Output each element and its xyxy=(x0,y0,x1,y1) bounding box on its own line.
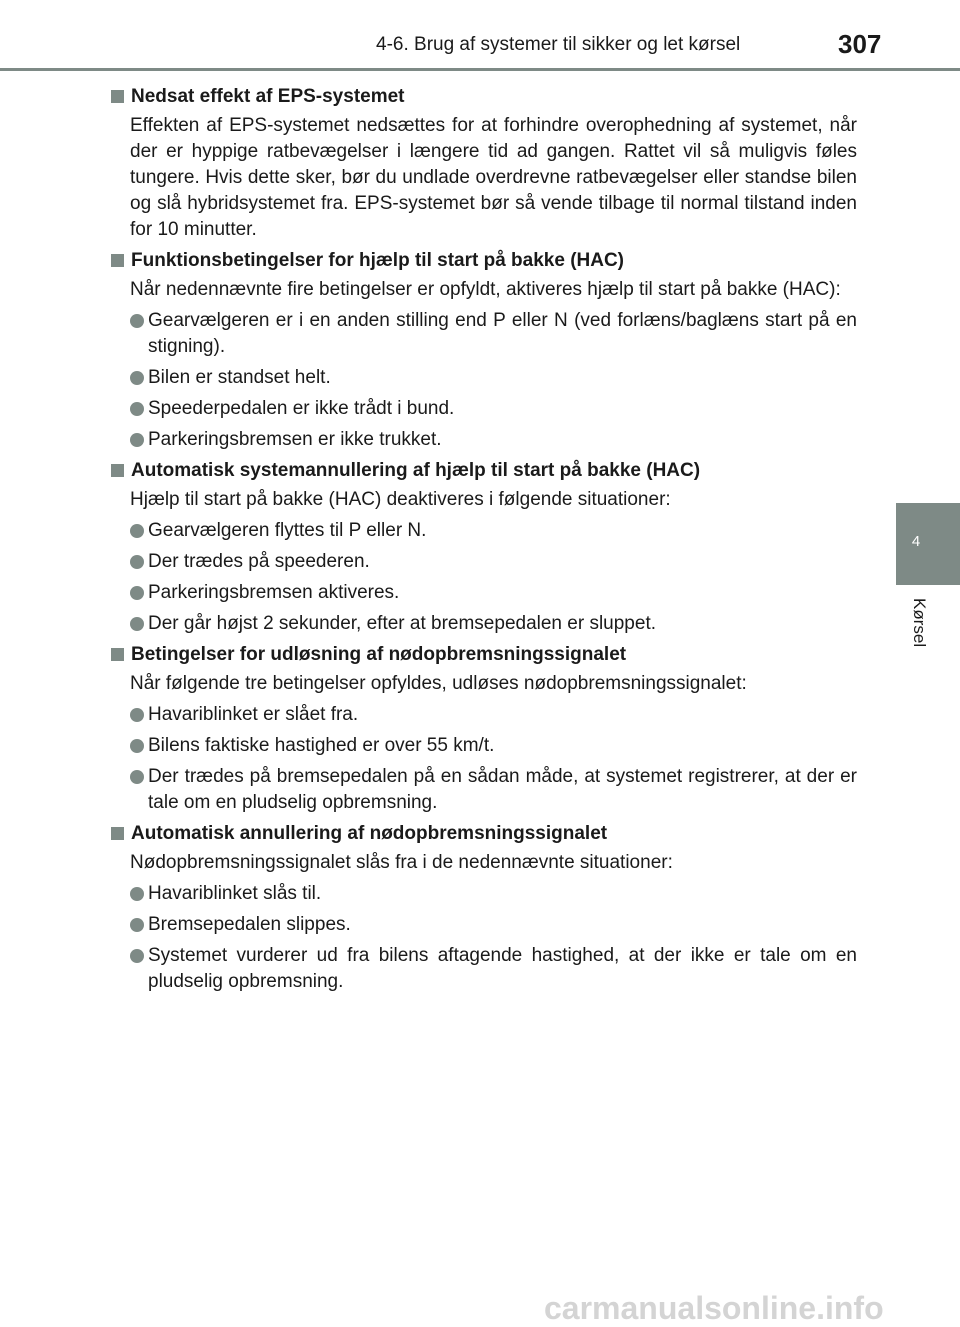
chapter-label: Kørsel xyxy=(910,598,929,648)
list-item xyxy=(111,764,857,816)
list-item-text: Speederpedalen er ikke trådt i bund. xyxy=(148,398,455,419)
list-item-text: Parkeringsbremsen aktiveres. xyxy=(148,582,400,603)
page-content xyxy=(111,84,857,1000)
list-item xyxy=(111,518,857,544)
list-item xyxy=(111,881,857,907)
list-item-text: Systemet vurderer ud fra bilens aftagende hastighed, at der ikke er tale om en pludselig opbremsning. xyxy=(148,945,857,992)
circle-bullet-icon xyxy=(130,555,144,569)
section xyxy=(111,84,857,243)
page-number: 307 xyxy=(838,29,882,59)
list-item-text: Havariblinket er slået fra. xyxy=(148,704,359,725)
square-bullet-icon xyxy=(111,254,124,267)
list-item xyxy=(111,365,857,391)
section-heading-text: Automatisk annullering af nødopbremsningssignalet xyxy=(131,823,608,844)
square-bullet-icon xyxy=(111,90,124,103)
list-item xyxy=(111,733,857,759)
section-heading-text: Betingelser for udløsning af nødopbremsningssignalet xyxy=(131,644,627,665)
section-heading-text: Automatisk systemannullering af hjælp til start på bakke (HAC) xyxy=(131,460,701,481)
section-heading xyxy=(111,248,857,274)
list-item xyxy=(111,580,857,606)
circle-bullet-icon xyxy=(130,586,144,600)
circle-bullet-icon xyxy=(130,371,144,385)
list-item-text: Parkeringsbremsen er ikke trukket. xyxy=(148,429,442,450)
section-body: Når følgende tre betingelser opfyldes, udløses nødopbremsningssignalet: xyxy=(130,673,747,694)
section-body: Når nedennævnte fire betingelser er opfyldt, aktiveres hjælp til start på bakke (HAC): xyxy=(130,279,841,300)
watermark-logo: carmanualsonline.info xyxy=(544,1290,884,1326)
circle-bullet-icon xyxy=(130,739,144,753)
list-item-text: Gearvælgeren er i en anden stilling end P eller N (ved forlæns/baglæns start på en stigning). xyxy=(148,310,857,357)
list-item-text: Der går højst 2 sekunder, efter at bremsepedalen er sluppet. xyxy=(148,613,656,634)
section xyxy=(111,821,857,995)
section-heading xyxy=(111,458,857,484)
section-heading xyxy=(111,821,857,847)
square-bullet-icon xyxy=(111,464,124,477)
list-item xyxy=(111,396,857,422)
page-header xyxy=(0,0,960,70)
list-item xyxy=(111,308,857,360)
circle-bullet-icon xyxy=(130,770,144,784)
list-item-text: Bilens faktiske hastighed er over 55 km/t. xyxy=(148,735,495,756)
circle-bullet-icon xyxy=(130,887,144,901)
circle-bullet-icon xyxy=(130,918,144,932)
section xyxy=(111,248,857,453)
section-heading xyxy=(111,84,857,110)
circle-bullet-icon xyxy=(130,949,144,963)
list-item-text: Der trædes på bremsepedalen på en sådan måde, at systemet registrerer, at der er tale om en pludselig opbremsning. xyxy=(148,766,857,813)
section xyxy=(111,642,857,816)
circle-bullet-icon xyxy=(130,524,144,538)
chapter-tab xyxy=(896,503,960,585)
circle-bullet-icon xyxy=(130,402,144,416)
list-item xyxy=(111,912,857,938)
section-body: Effekten af EPS-systemet nedsættes for at forhindre overophedning af systemet, når der er hyppige ratbevægelser i længere tid ad gangen. Rattet vil så muligvis føles tungere. Hvis dette sker, bør du undlade overdrevne ratbevægelser eller standse bilen og slå hybridsystemet fra. EPS-systemet bør så vende tilbage til normal tilstand inden for 10 minutter. xyxy=(130,115,857,240)
chapter-number: 4 xyxy=(911,533,921,550)
list-item xyxy=(111,943,857,995)
list-item-text: Havariblinket slås til. xyxy=(148,883,322,904)
circle-bullet-icon xyxy=(130,433,144,447)
section-heading-text: Nedsat effekt af EPS-systemet xyxy=(131,86,405,107)
list-item xyxy=(111,427,857,453)
section-body: Hjælp til start på bakke (HAC) deaktiveres i følgende situationer: xyxy=(130,489,671,510)
header-divider xyxy=(0,68,960,71)
list-item-text: Bremsepedalen slippes. xyxy=(148,914,351,935)
section xyxy=(111,458,857,637)
section-title: 4-6. Brug af systemer til sikker og let kørsel xyxy=(376,34,741,55)
list-item-text: Bilen er standset helt. xyxy=(148,367,331,388)
list-item-text: Der trædes på speederen. xyxy=(148,551,370,572)
circle-bullet-icon xyxy=(130,314,144,328)
list-item xyxy=(111,611,857,637)
square-bullet-icon xyxy=(111,827,124,840)
square-bullet-icon xyxy=(111,648,124,661)
list-item-text: Gearvælgeren flyttes til P eller N. xyxy=(148,520,427,541)
list-item xyxy=(111,549,857,575)
section-heading xyxy=(111,642,857,668)
section-body: Nødopbremsningssignalet slås fra i de nedennævnte situationer: xyxy=(130,852,673,873)
circle-bullet-icon xyxy=(130,708,144,722)
list-item xyxy=(111,702,857,728)
section-heading-text: Funktionsbetingelser for hjælp til start på bakke (HAC) xyxy=(131,250,625,271)
circle-bullet-icon xyxy=(130,617,144,631)
